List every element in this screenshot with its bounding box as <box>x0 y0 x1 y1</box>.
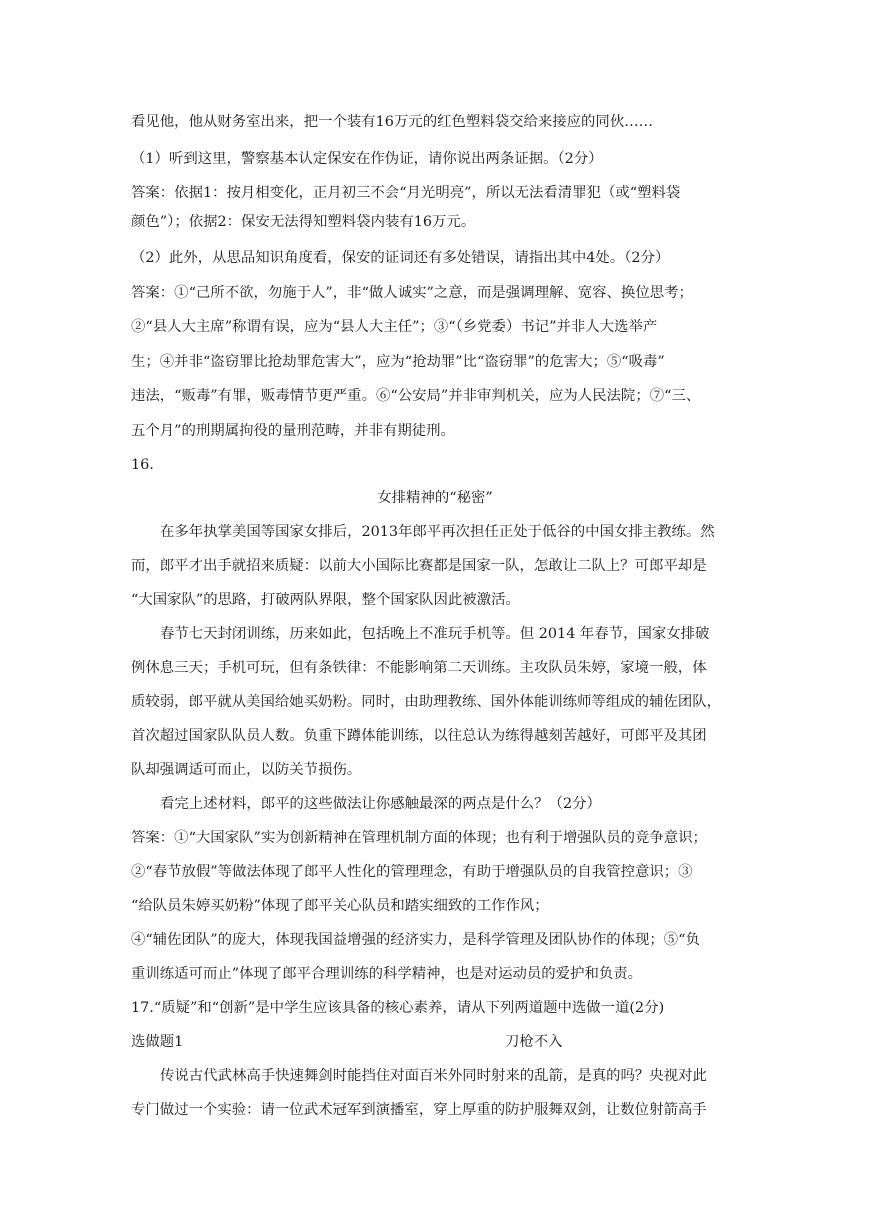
optional-question-title: 刀枪不入 <box>505 1034 563 1050</box>
article-paragraph-line: 例休息三天；手机可玩，但有条铁律：不能影响第二天训练。主攻队员朱婷，家境一般，体 <box>131 660 707 676</box>
answer-2-line: 答案：①“己所不欲，勿施于人”，非“做人诚实”之意，而是强调理解、宽容、换位思考； <box>131 285 693 301</box>
article-paragraph-line: 队却强调适可而止，以防关节损伤。 <box>131 762 362 778</box>
answer-1-line: 颜色”）；依据2：保安无法得知塑料袋内装有16万元。 <box>131 214 476 230</box>
answer-1-line: 答案：依据1：按月相变化，正月初三不会“月光明亮”，所以无法看清罪犯（或“塑料袋 <box>131 185 681 201</box>
article-paragraph-line: “大国家队”的思路，打破两队界限，整个国家队因此被激活。 <box>131 592 520 608</box>
article-title: 女排精神的“秘密” <box>377 490 493 506</box>
answer-2-line: 违法，“贩毒”有罪，贩毒情节更严重。⑥“公安局”并非审判机关，应为人民法院；⑦“三、 <box>131 388 701 404</box>
optional-question-label: 选做题1 <box>131 1034 184 1050</box>
answer-2-line: 五个月”的刑期属拘役的量刑范畴，并非有期徒刑。 <box>131 423 455 439</box>
passage-line: 专门做过一个实验：请一位武术冠军到演播室，穿上厚重的防护服舞双剑，让数位射箭高手 <box>131 1102 707 1118</box>
answer-16-line: “给队员朱婷买奶粉”体现了郎平关心队员和踏实细致的工作作风； <box>131 898 549 914</box>
answer-16-line: ④“辅佐团队”的庞大，体现我国益增强的经济实力，是科学管理及团队协作的体现；⑤“负 <box>131 932 700 948</box>
article-paragraph-line: 质较弱，郎平就从美国给她买奶粉。同时，由助理教练、国外体能训练师等组成的辅佐团队， <box>131 694 722 710</box>
answer-16-line: ②“春节放假”等做法体现了郎平人性化的管理理念，有助于增强队员的自我管控意识；③ <box>131 864 693 880</box>
article-paragraph-line: 而，郎平才出手就招来质疑：以前大小国际比赛都是国家一队，怎敢让二队上？可郎平却是 <box>131 558 707 574</box>
answer-2-line: ②“县人大主席”称谓有误，应为“县人大主任”；③“（乡党委）书记”并非人大选举产 <box>131 319 658 335</box>
answer-16-line: 重训练适可而止”体现了郎平合理训练的科学精神，也是对运动员的爱护和负责。 <box>131 966 643 982</box>
article-paragraph-line: 在多年执掌美国等国家女排后，2013年郎平再次担任正处于低谷的中国女排主教练。然 <box>160 524 715 540</box>
passage-line: 传说古代武林高手快速舞剑时能挡住对面百米外同时射来的乱箭，是真的吗？央视对此 <box>160 1068 707 1084</box>
article-paragraph-line: 首次超过国家队队员人数。负重下蹲体能训练，以往总认为练得越刻苦越好，可郎平及其团 <box>131 728 707 744</box>
question-number-16: 16. <box>131 457 154 473</box>
question-1: （1）听到这里，警察基本认定保安在作伪证，请你说出两条证据。（2分） <box>131 151 603 167</box>
question-2: （2）此外，从思品知识角度看，保安的证词还有多处错误，请指出其中4处。（2分） <box>131 250 670 266</box>
answer-2-line: 生；④并非“盗窃罪比抢劫罪危害大”，应为“抢劫罪”比“盗窃罪”的危害大；⑤“吸毒” <box>131 354 665 370</box>
answer-16-line: 答案：①“大国家队”实为创新精神在管理机制方面的体现；也有利于增强队员的竞争意识； <box>131 830 707 846</box>
question-16-prompt: 看完上述材料，郎平的这些做法让你感触最深的两点是什么？（2分） <box>160 796 601 812</box>
question-17: 17.“质疑”和“创新”是中学生应该具备的核心素养，请从下列两道题中选做一道(2分) <box>131 1000 665 1016</box>
text-line: 看见他，他从财务室出来，把一个装有16万元的红色塑料袋交给来接应的同伙…… <box>131 114 653 130</box>
article-paragraph-line: 春节七天封闭训练，历来如此，包括晚上不准玩手机等。但 2014 年春节，国家女排破 <box>160 626 710 642</box>
